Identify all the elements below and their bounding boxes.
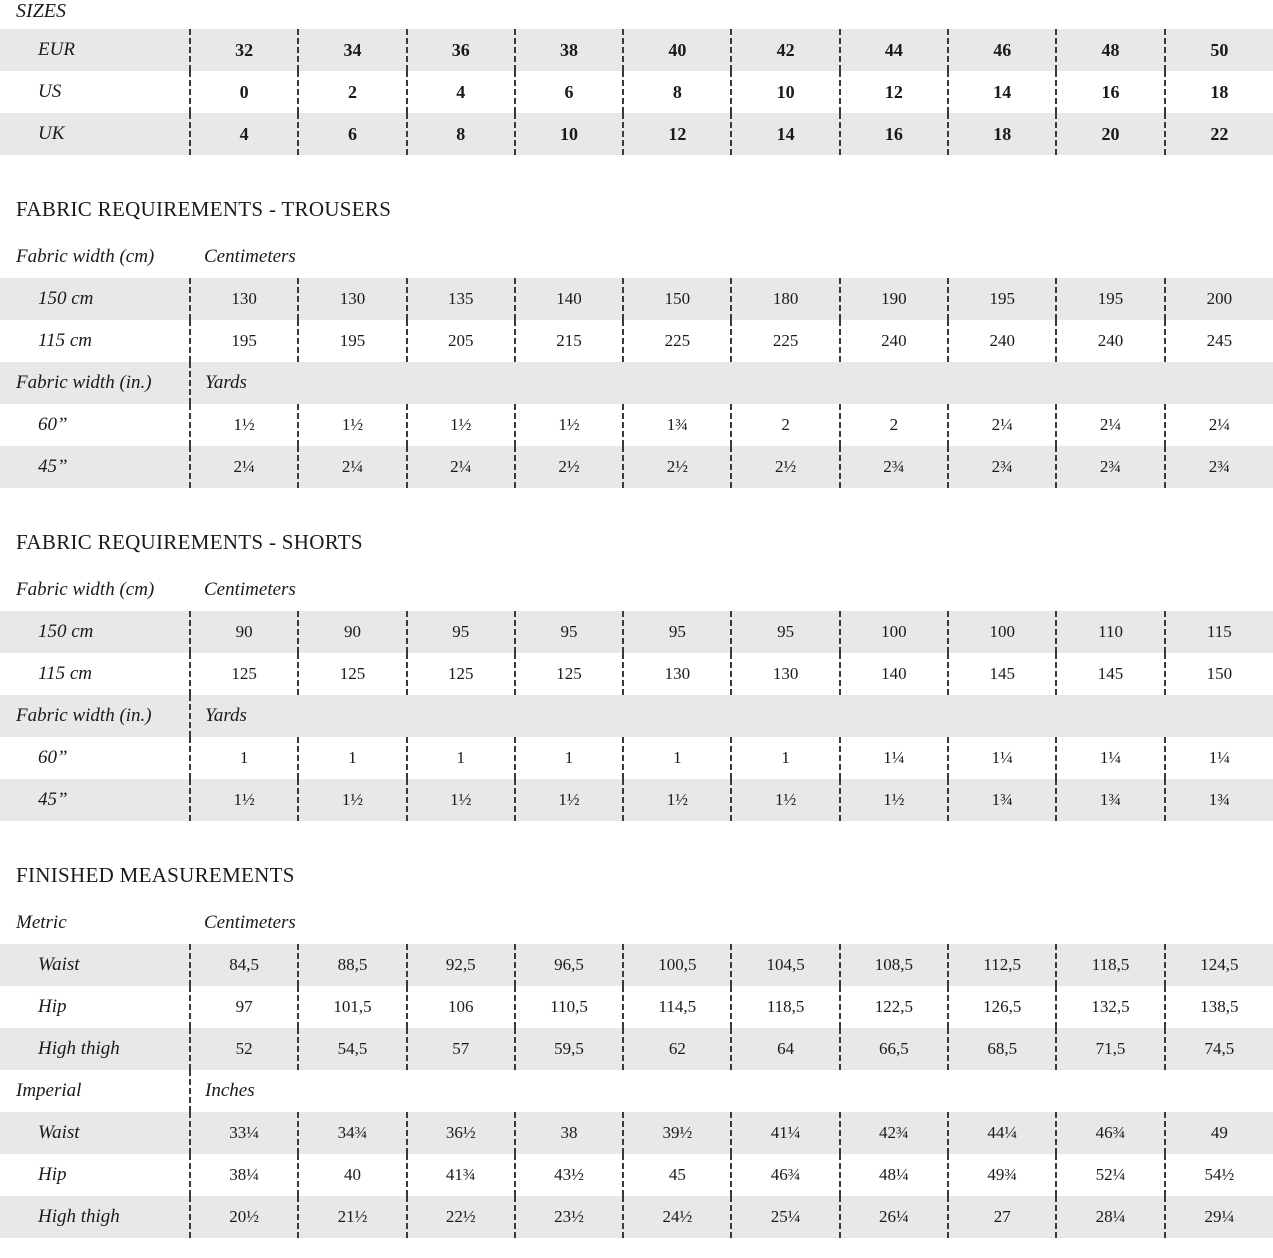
cell: 4 — [407, 71, 515, 113]
cell: 41¼ — [731, 1112, 839, 1154]
cell: 84,5 — [190, 944, 298, 986]
row-label: High thigh — [0, 1196, 190, 1238]
cell: 180 — [731, 278, 839, 320]
cell: 16 — [840, 113, 948, 155]
unit-header-value: Centimeters — [190, 569, 1273, 611]
cell: 1¾ — [623, 404, 731, 446]
cell: 39½ — [623, 1112, 731, 1154]
cell: 2¼ — [298, 446, 406, 488]
unit-header-row — [0, 362, 1273, 404]
cell: 245 — [1165, 320, 1273, 362]
cell: 59,5 — [515, 1028, 623, 1070]
row-label: Waist — [0, 944, 190, 986]
table-row — [0, 320, 1273, 362]
unit-header-label: Fabric width (in.) — [0, 695, 190, 737]
unit-header-row — [0, 236, 1273, 278]
cell: 49¾ — [948, 1154, 1056, 1196]
cell: 96,5 — [515, 944, 623, 986]
cell: 48 — [1056, 29, 1164, 71]
table-row — [0, 71, 1273, 113]
cell: 97 — [190, 986, 298, 1028]
table-row — [0, 779, 1273, 821]
row-label: 60” — [0, 737, 190, 779]
cell: 130 — [623, 653, 731, 695]
table-row — [0, 653, 1273, 695]
cell: 118,5 — [1056, 944, 1164, 986]
cell: 1½ — [190, 404, 298, 446]
cell: 125 — [298, 653, 406, 695]
cell: 2¾ — [1056, 446, 1164, 488]
cell: 28¼ — [1056, 1196, 1164, 1238]
cell: 71,5 — [1056, 1028, 1164, 1070]
cell: 114,5 — [623, 986, 731, 1028]
cell: 29¼ — [1165, 1196, 1273, 1238]
cell: 1¼ — [1056, 737, 1164, 779]
cell: 1½ — [840, 779, 948, 821]
cell: 1 — [298, 737, 406, 779]
spacer — [0, 222, 1273, 236]
cell: 44 — [840, 29, 948, 71]
cell: 18 — [1165, 71, 1273, 113]
row-label: Hip — [0, 1154, 190, 1196]
unit-header-row — [0, 902, 1273, 944]
cell: 43½ — [515, 1154, 623, 1196]
cell: 100,5 — [623, 944, 731, 986]
row-label: UK — [0, 113, 190, 155]
cell: 52 — [190, 1028, 298, 1070]
cell: 62 — [623, 1028, 731, 1070]
cell: 66,5 — [840, 1028, 948, 1070]
cell: 2½ — [515, 446, 623, 488]
cell: 2¼ — [1056, 404, 1164, 446]
cell: 23½ — [515, 1196, 623, 1238]
cell: 12 — [840, 71, 948, 113]
table-row — [0, 113, 1273, 155]
cell: 6 — [298, 113, 406, 155]
row-label: 115 cm — [0, 320, 190, 362]
unit-header-value: Yards — [190, 362, 1273, 404]
cell: 10 — [731, 71, 839, 113]
cell: 4 — [190, 113, 298, 155]
cell: 1½ — [515, 404, 623, 446]
cell: 110 — [1056, 611, 1164, 653]
cell: 57 — [407, 1028, 515, 1070]
cell: 195 — [298, 320, 406, 362]
cell: 130 — [298, 278, 406, 320]
cell: 1½ — [298, 404, 406, 446]
cell: 115 — [1165, 611, 1273, 653]
cell: 2 — [840, 404, 948, 446]
unit-header-label: Fabric width (cm) — [0, 236, 190, 278]
row-label: 45” — [0, 446, 190, 488]
row-label: 150 cm — [0, 611, 190, 653]
row-label: EUR — [0, 29, 190, 71]
unit-header-label: Fabric width (cm) — [0, 569, 190, 611]
table-row — [0, 611, 1273, 653]
cell: 190 — [840, 278, 948, 320]
cell: 52¼ — [1056, 1154, 1164, 1196]
table-row — [0, 29, 1273, 71]
cell: 106 — [407, 986, 515, 1028]
cell: 1 — [623, 737, 731, 779]
cell: 26¼ — [840, 1196, 948, 1238]
cell: 101,5 — [298, 986, 406, 1028]
cell: 54½ — [1165, 1154, 1273, 1196]
cell: 50 — [1165, 29, 1273, 71]
table-row — [0, 1112, 1273, 1154]
row-label: Hip — [0, 986, 190, 1028]
row-label: 115 cm — [0, 653, 190, 695]
spacer — [0, 821, 1273, 863]
cell: 95 — [731, 611, 839, 653]
cell: 132,5 — [1056, 986, 1164, 1028]
table-row — [0, 986, 1273, 1028]
table-row — [0, 1028, 1273, 1070]
cell: 135 — [407, 278, 515, 320]
cell: 32 — [190, 29, 298, 71]
cell: 240 — [948, 320, 1056, 362]
cell: 22 — [1165, 113, 1273, 155]
cell: 1¼ — [1165, 737, 1273, 779]
cell: 240 — [840, 320, 948, 362]
cell: 225 — [623, 320, 731, 362]
cell: 38 — [515, 29, 623, 71]
cell: 100 — [948, 611, 1056, 653]
cell: 27 — [948, 1196, 1056, 1238]
cell: 1½ — [298, 779, 406, 821]
cell: 1¼ — [948, 737, 1056, 779]
cell: 10 — [515, 113, 623, 155]
spacer — [0, 555, 1273, 569]
cell: 49 — [1165, 1112, 1273, 1154]
finished-measurements-table — [0, 902, 1273, 1238]
cell: 145 — [1056, 653, 1164, 695]
cell: 46¾ — [731, 1154, 839, 1196]
cell: 2¾ — [1165, 446, 1273, 488]
cell: 140 — [515, 278, 623, 320]
cell: 122,5 — [840, 986, 948, 1028]
cell: 2¼ — [948, 404, 1056, 446]
cell: 195 — [1056, 278, 1164, 320]
cell: 100 — [840, 611, 948, 653]
table-row — [0, 446, 1273, 488]
unit-header-row — [0, 1070, 1273, 1112]
cell: 110,5 — [515, 986, 623, 1028]
cell: 130 — [190, 278, 298, 320]
cell: 46 — [948, 29, 1056, 71]
cell: 2¼ — [190, 446, 298, 488]
cell: 1½ — [731, 779, 839, 821]
cell: 90 — [298, 611, 406, 653]
cell: 140 — [840, 653, 948, 695]
unit-header-row — [0, 569, 1273, 611]
cell: 45 — [623, 1154, 731, 1196]
table-row — [0, 1196, 1273, 1238]
cell: 124,5 — [1165, 944, 1273, 986]
cell: 34¾ — [298, 1112, 406, 1154]
cell: 14 — [948, 71, 1056, 113]
cell: 2¼ — [407, 446, 515, 488]
cell: 22½ — [407, 1196, 515, 1238]
table-row — [0, 1154, 1273, 1196]
cell: 8 — [623, 71, 731, 113]
finished-measurements-heading: FINISHED MEASUREMENTS — [16, 863, 295, 887]
fabric-shorts-table — [0, 569, 1273, 821]
row-label: Waist — [0, 1112, 190, 1154]
cell: 16 — [1056, 71, 1164, 113]
cell: 95 — [407, 611, 515, 653]
cell: 1 — [190, 737, 298, 779]
cell: 41¾ — [407, 1154, 515, 1196]
cell: 125 — [407, 653, 515, 695]
cell: 95 — [623, 611, 731, 653]
unit-header-label: Fabric width (in.) — [0, 362, 190, 404]
cell: 92,5 — [407, 944, 515, 986]
cell: 1¾ — [1165, 779, 1273, 821]
row-label: 60” — [0, 404, 190, 446]
cell: 1½ — [190, 779, 298, 821]
cell: 215 — [515, 320, 623, 362]
cell: 24½ — [623, 1196, 731, 1238]
cell: 1 — [407, 737, 515, 779]
cell: 36 — [407, 29, 515, 71]
cell: 18 — [948, 113, 1056, 155]
cell: 205 — [407, 320, 515, 362]
row-label: High thigh — [0, 1028, 190, 1070]
cell: 2½ — [623, 446, 731, 488]
table-row — [0, 278, 1273, 320]
cell: 1½ — [515, 779, 623, 821]
row-label: 45” — [0, 779, 190, 821]
sizes-heading: SIZES — [16, 0, 66, 22]
unit-header-row — [0, 695, 1273, 737]
cell: 118,5 — [731, 986, 839, 1028]
cell: 1½ — [407, 779, 515, 821]
cell: 90 — [190, 611, 298, 653]
unit-header-label: Imperial — [0, 1070, 190, 1112]
row-label: 150 cm — [0, 278, 190, 320]
cell: 130 — [731, 653, 839, 695]
cell: 225 — [731, 320, 839, 362]
cell: 95 — [515, 611, 623, 653]
cell: 25¼ — [731, 1196, 839, 1238]
unit-header-value: Inches — [190, 1070, 1273, 1112]
cell: 8 — [407, 113, 515, 155]
cell: 36½ — [407, 1112, 515, 1154]
cell: 54,5 — [298, 1028, 406, 1070]
cell: 68,5 — [948, 1028, 1056, 1070]
cell: 112,5 — [948, 944, 1056, 986]
cell: 20 — [1056, 113, 1164, 155]
fabric-trousers-table — [0, 236, 1273, 488]
table-row — [0, 737, 1273, 779]
cell: 42 — [731, 29, 839, 71]
cell: 12 — [623, 113, 731, 155]
cell: 0 — [190, 71, 298, 113]
cell: 42¾ — [840, 1112, 948, 1154]
cell: 2¾ — [948, 446, 1056, 488]
cell: 1½ — [407, 404, 515, 446]
cell: 2¼ — [1165, 404, 1273, 446]
spacer — [0, 888, 1273, 902]
unit-header-value: Yards — [190, 695, 1273, 737]
cell: 33¼ — [190, 1112, 298, 1154]
cell: 14 — [731, 113, 839, 155]
unit-header-value: Centimeters — [190, 236, 1273, 278]
cell: 40 — [298, 1154, 406, 1196]
cell: 34 — [298, 29, 406, 71]
cell: 64 — [731, 1028, 839, 1070]
cell: 38¼ — [190, 1154, 298, 1196]
cell: 40 — [623, 29, 731, 71]
spacer — [0, 155, 1273, 197]
cell: 46¾ — [1056, 1112, 1164, 1154]
sizes-table — [0, 29, 1273, 155]
fabric-shorts-heading: FABRIC REQUIREMENTS - SHORTS — [16, 530, 363, 554]
cell: 195 — [948, 278, 1056, 320]
cell: 104,5 — [731, 944, 839, 986]
cell: 195 — [190, 320, 298, 362]
cell: 126,5 — [948, 986, 1056, 1028]
cell: 2 — [731, 404, 839, 446]
cell: 74,5 — [1165, 1028, 1273, 1070]
row-label: US — [0, 71, 190, 113]
cell: 21½ — [298, 1196, 406, 1238]
cell: 1¼ — [840, 737, 948, 779]
fabric-trousers-heading: FABRIC REQUIREMENTS - TROUSERS — [16, 197, 392, 221]
cell: 1½ — [623, 779, 731, 821]
cell: 2½ — [731, 446, 839, 488]
cell: 44¼ — [948, 1112, 1056, 1154]
cell: 200 — [1165, 278, 1273, 320]
spacer — [0, 488, 1273, 530]
cell: 2¾ — [840, 446, 948, 488]
cell: 88,5 — [298, 944, 406, 986]
table-row — [0, 944, 1273, 986]
table-row — [0, 404, 1273, 446]
cell: 138,5 — [1165, 986, 1273, 1028]
cell: 108,5 — [840, 944, 948, 986]
cell: 1¾ — [1056, 779, 1164, 821]
cell: 150 — [623, 278, 731, 320]
cell: 20½ — [190, 1196, 298, 1238]
cell: 6 — [515, 71, 623, 113]
cell: 145 — [948, 653, 1056, 695]
cell: 38 — [515, 1112, 623, 1154]
cell: 2 — [298, 71, 406, 113]
cell: 150 — [1165, 653, 1273, 695]
cell: 1 — [731, 737, 839, 779]
unit-header-value: Centimeters — [190, 902, 1273, 944]
cell: 48¼ — [840, 1154, 948, 1196]
unit-header-label: Metric — [0, 902, 190, 944]
cell: 1¾ — [948, 779, 1056, 821]
cell: 1 — [515, 737, 623, 779]
cell: 125 — [190, 653, 298, 695]
cell: 125 — [515, 653, 623, 695]
cell: 240 — [1056, 320, 1164, 362]
